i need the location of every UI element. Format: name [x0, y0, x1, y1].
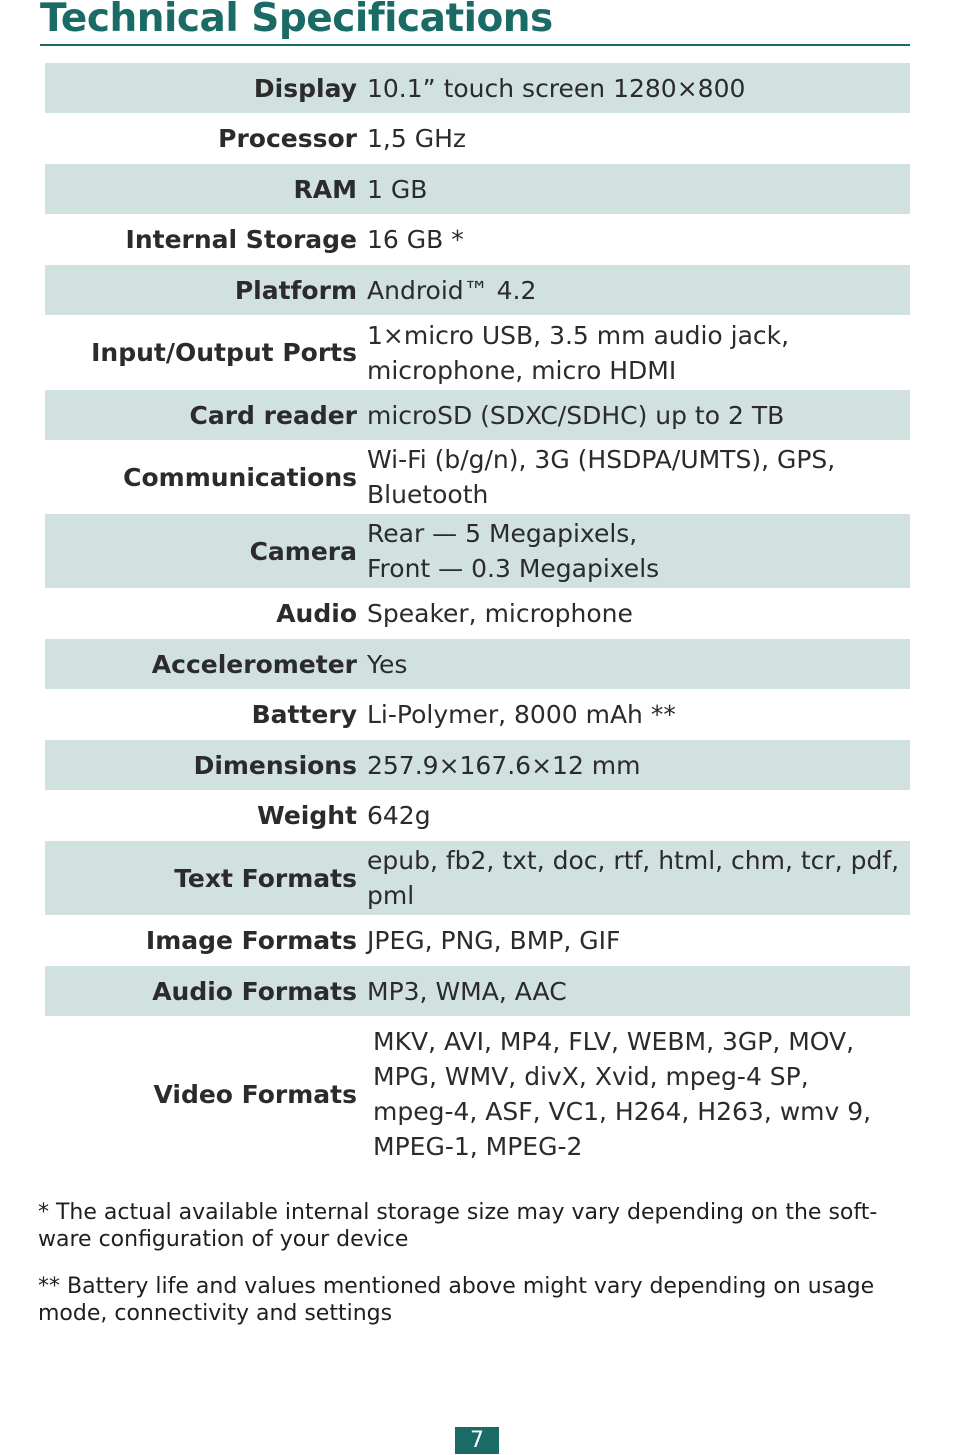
spec-value: 10.1” touch screen 1280×800	[367, 73, 746, 103]
spec-row-audio-formats	[45, 966, 910, 1016]
spec-value: Speaker, microphone	[367, 599, 633, 628]
spec-row-platform	[45, 265, 910, 315]
spec-row-camera	[45, 514, 910, 588]
spec-label: Platform	[234, 275, 357, 305]
spec-value: JPEG, PNG, BMP, GIF	[367, 926, 621, 955]
spec-row-video-formats	[45, 1016, 910, 1172]
spec-label: Internal Storage	[125, 225, 357, 254]
spec-label: Text Formats	[174, 863, 357, 893]
spec-label: Display	[253, 73, 357, 103]
spec-value: MKV, AVI, MP4, FLV, WEBM, 3GP, MOV, MPG, WMV, divX, Xvid, mpeg-4 SP, mpeg-4, ASF, VC1, H264, H263, wmv 9, MPEG-1, MPEG-2	[373, 1027, 872, 1161]
spec-value: 257.9×167.6×12 mm	[367, 750, 641, 780]
spec-value: Wi-Fi (b/g/n), 3G (HSDPA/UMTS), GPS, Bluetooth	[367, 445, 836, 509]
spec-label: Input/Output Ports	[91, 338, 357, 367]
spec-value: 1,5 GHz	[367, 124, 466, 153]
spec-value: Rear — 5 Megapixels, Front — 0.3 Megapixels	[367, 519, 660, 583]
spec-label: Weight	[257, 801, 357, 830]
spec-value: microSD (SDXC/SDHC) up to 2 TB	[367, 400, 785, 430]
spec-value: epub, fb2, txt, doc, rtf, html, chm, tcr, pdf, pml	[367, 846, 900, 910]
footnote-battery: ** Battery life and values mentioned above might vary depending on usage mode, connectivity and settings	[38, 1274, 875, 1326]
spec-row-battery	[45, 689, 910, 740]
spec-row-weight	[45, 790, 910, 841]
page-title-bar	[40, 2, 910, 46]
spec-value: Yes	[367, 649, 408, 679]
spec-label: Audio Formats	[152, 976, 357, 1006]
spec-row-image-formats	[45, 915, 910, 966]
spec-value: 1 GB	[367, 174, 428, 204]
spec-value: 642g	[367, 801, 431, 830]
spec-row-io-ports	[45, 315, 910, 390]
spec-label: Image Formats	[145, 926, 357, 955]
spec-label: Communications	[123, 462, 357, 492]
spec-label: RAM	[293, 174, 357, 204]
spec-label: Audio	[276, 599, 357, 628]
footnote-storage: * The actual available internal storage size may vary depending on the soft- ware configuration of your device	[38, 1200, 878, 1252]
page-title: Technical Specifications	[40, 0, 553, 41]
spec-row-ram	[45, 164, 910, 214]
spec-label: Card reader	[189, 400, 357, 430]
spec-row-display	[45, 63, 910, 113]
spec-row-internal-storage	[45, 214, 910, 265]
spec-label: Video Formats	[153, 1079, 357, 1109]
spec-value: MP3, WMA, AAC	[367, 976, 567, 1006]
spec-row-dimensions	[45, 740, 910, 790]
spec-label: Accelerometer	[151, 649, 357, 679]
spec-label: Battery	[251, 700, 357, 729]
spec-table	[45, 63, 910, 1172]
spec-label: Dimensions	[193, 750, 357, 780]
spec-value: 1×micro USB, 3.5 mm audio jack, microphone, micro HDMI	[367, 320, 790, 385]
spec-value: 16 GB *	[367, 225, 464, 254]
spec-value: Li-Polymer, 8000 mAh **	[367, 700, 676, 729]
spec-value: Android™ 4.2	[367, 275, 537, 305]
spec-label: Camera	[249, 536, 357, 566]
spec-row-processor	[45, 113, 910, 164]
page-number: 7	[455, 1427, 499, 1454]
spec-row-accelerometer	[45, 639, 910, 689]
spec-row-text-formats	[45, 841, 910, 915]
spec-row-audio	[45, 588, 910, 639]
spec-row-card-reader	[45, 390, 910, 440]
spec-label: Processor	[218, 124, 357, 153]
spec-row-communications	[45, 440, 910, 514]
